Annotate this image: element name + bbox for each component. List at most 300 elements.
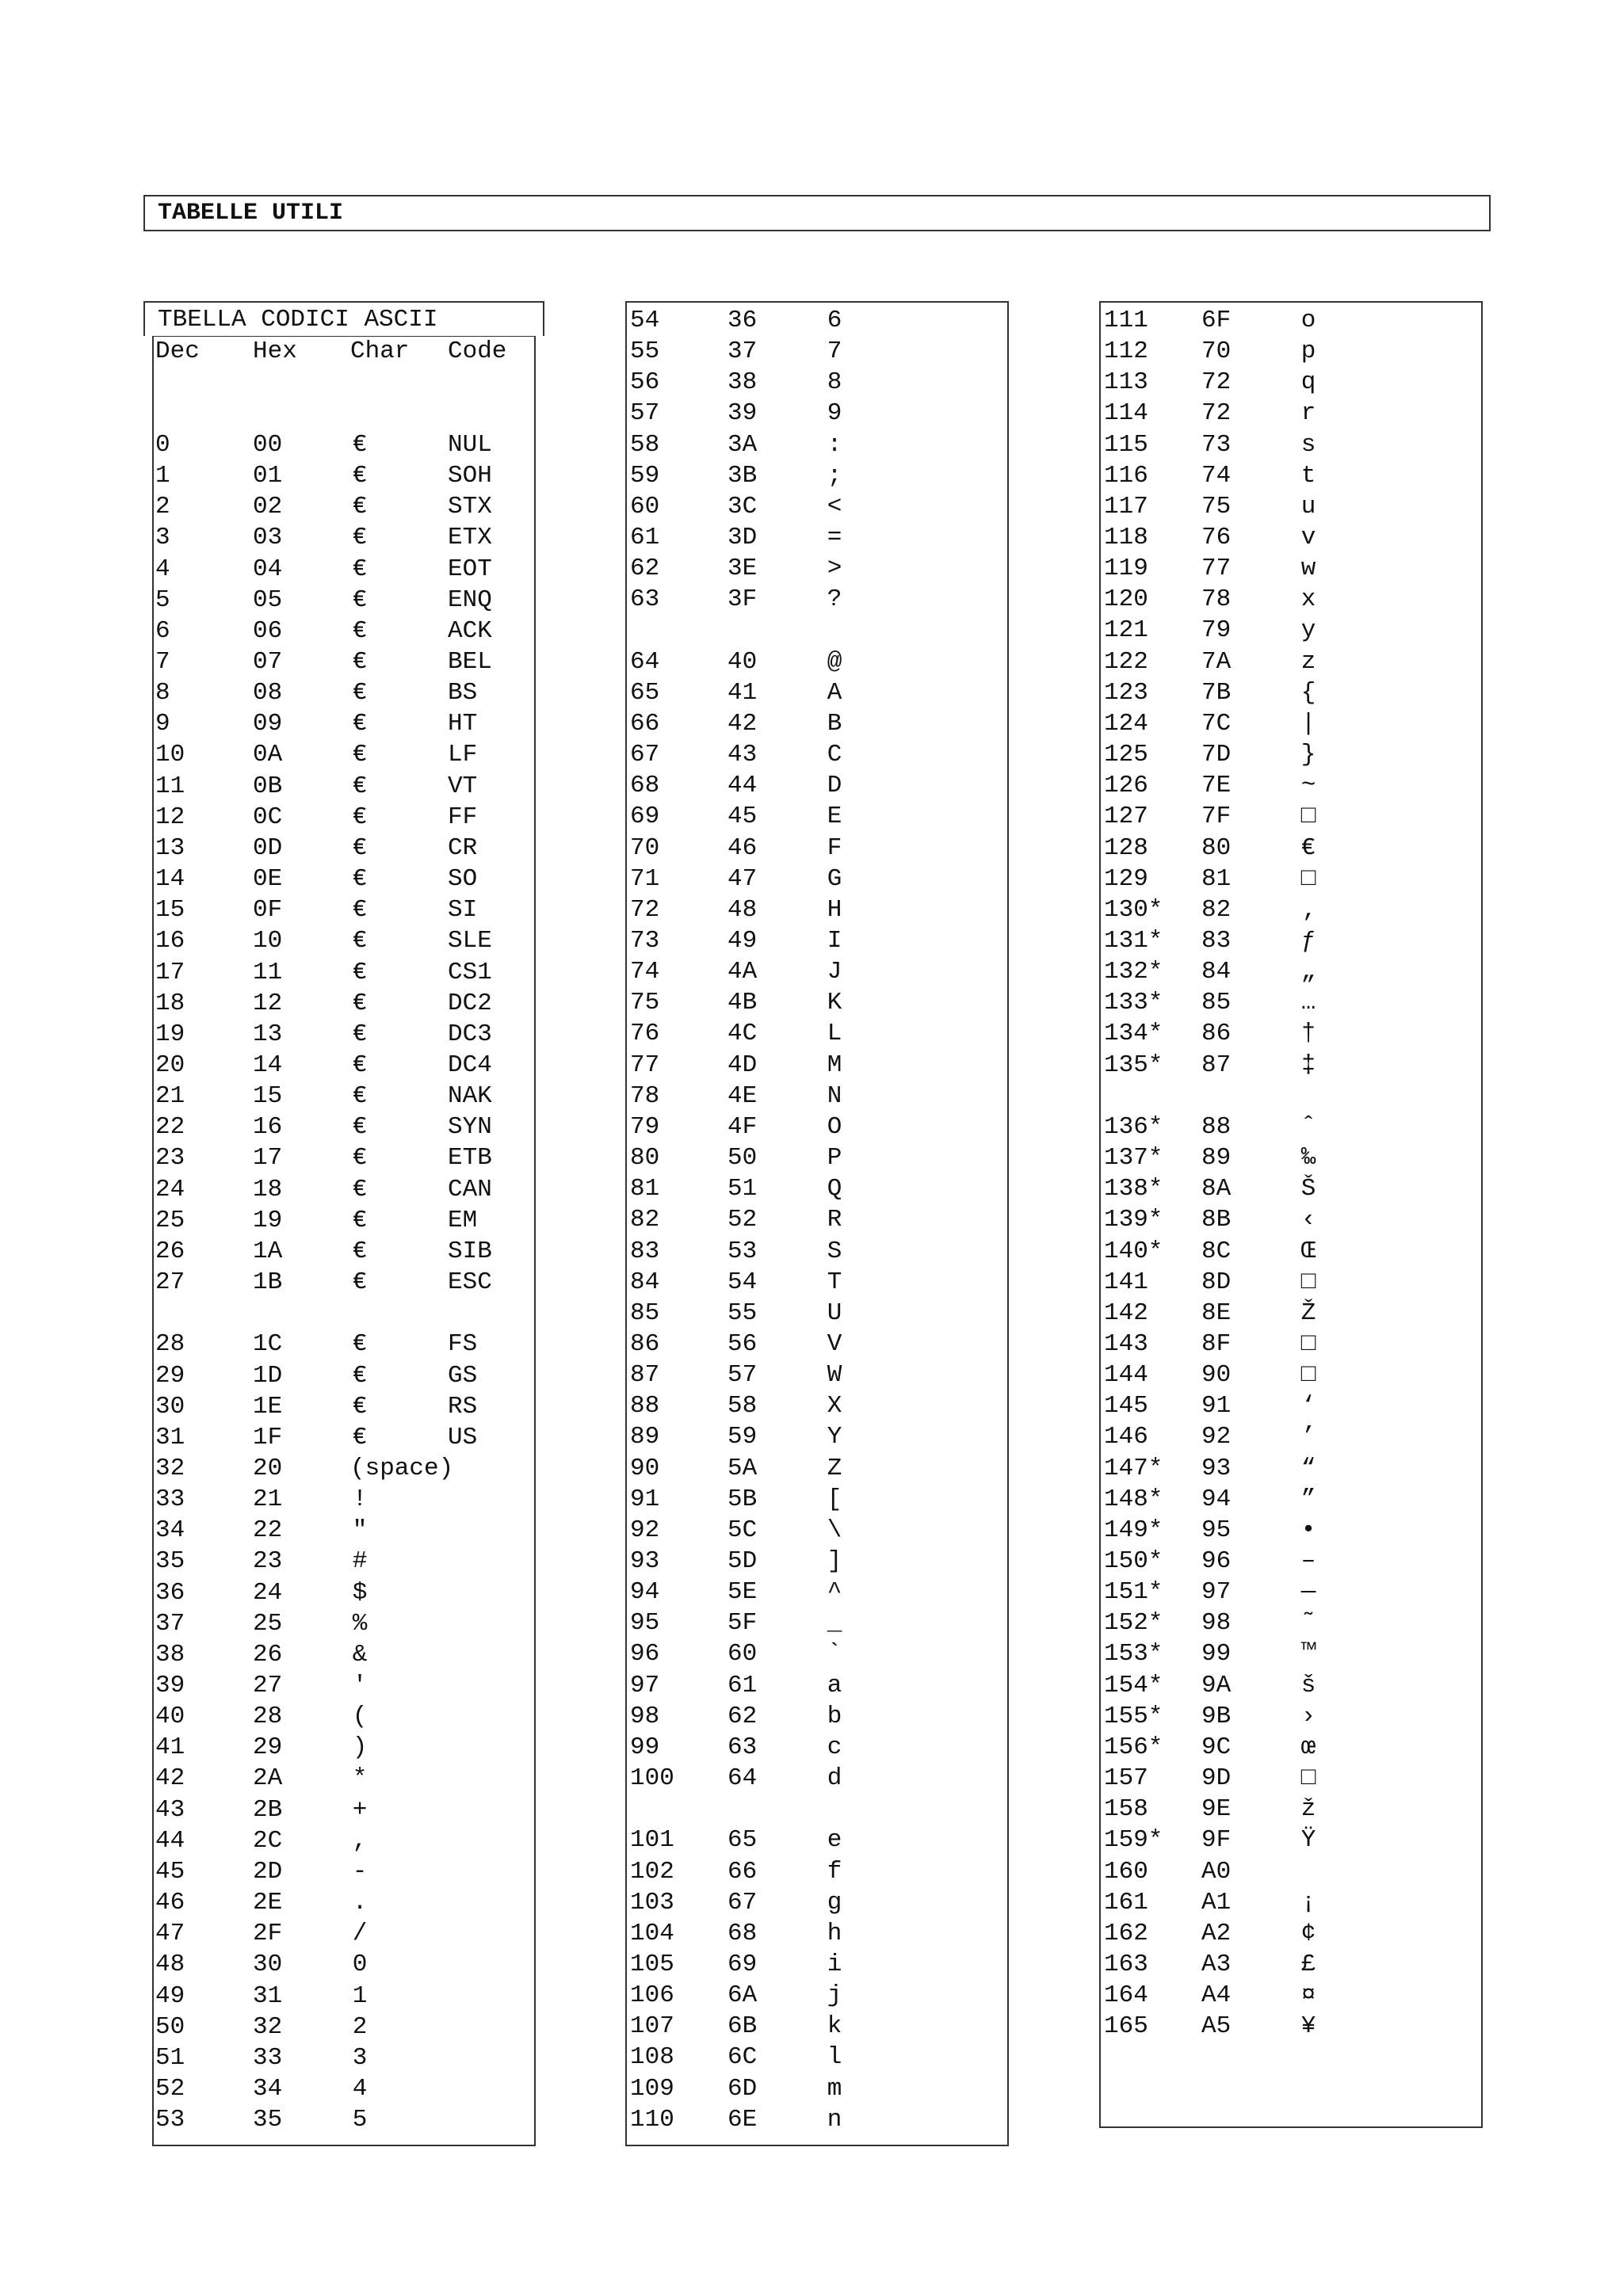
hex-cell: 1C bbox=[253, 1330, 283, 1358]
char-cell: € bbox=[352, 710, 368, 738]
hex-cell: 77 bbox=[1201, 555, 1232, 582]
dec-cell: 122 bbox=[1104, 648, 1148, 676]
char-cell: p bbox=[1300, 338, 1316, 365]
dec-cell: 112 bbox=[1104, 338, 1148, 365]
dec-cell: 94 bbox=[630, 1578, 660, 1606]
dec-cell: 88 bbox=[630, 1392, 660, 1420]
hex-cell: 5C bbox=[727, 1516, 758, 1544]
hex-cell: 35 bbox=[253, 2106, 283, 2134]
hex-cell: 4F bbox=[727, 1113, 758, 1141]
char-cell: + bbox=[352, 1796, 368, 1824]
dec-cell: 152* bbox=[1104, 1609, 1163, 1637]
hex-cell: 12 bbox=[253, 990, 283, 1017]
char-cell: & bbox=[352, 1641, 368, 1669]
dec-cell: 1 bbox=[155, 462, 170, 490]
char-cell: " bbox=[352, 1516, 368, 1544]
hex-cell: 1D bbox=[253, 1362, 283, 1390]
dec-cell: 149* bbox=[1104, 1516, 1163, 1544]
char-cell: ) bbox=[352, 1733, 368, 1761]
dec-cell: 57 bbox=[630, 399, 660, 427]
hex-cell: 3B bbox=[727, 462, 758, 490]
dec-cell: 99 bbox=[630, 1733, 660, 1761]
hex-cell: 82 bbox=[1201, 896, 1232, 924]
dec-cell: 117 bbox=[1104, 493, 1148, 521]
char-cell: 7 bbox=[827, 338, 842, 365]
dec-cell: 154* bbox=[1104, 1672, 1163, 1699]
hex-cell: 99 bbox=[1201, 1640, 1232, 1668]
char-cell: w bbox=[1300, 555, 1316, 582]
hex-cell: 7F bbox=[1201, 803, 1232, 830]
dec-cell: 37 bbox=[155, 1610, 185, 1638]
char-cell: 2 bbox=[352, 2013, 368, 2041]
hex-cell: 90 bbox=[1201, 1361, 1232, 1389]
dec-cell: 51 bbox=[155, 2044, 185, 2072]
dec-cell: 27 bbox=[155, 1268, 185, 1296]
dec-cell: 118 bbox=[1104, 524, 1148, 551]
dec-cell: 21 bbox=[155, 1082, 185, 1110]
dec-cell: 54 bbox=[630, 307, 660, 334]
char-cell: □ bbox=[1300, 1764, 1316, 1792]
hex-cell: 4A bbox=[727, 958, 758, 986]
hex-cell: 5E bbox=[727, 1578, 758, 1606]
hex-cell: A3 bbox=[1201, 1951, 1232, 1978]
dec-cell: 158 bbox=[1104, 1795, 1148, 1823]
char-cell: = bbox=[827, 524, 842, 551]
hex-cell: 48 bbox=[727, 896, 758, 924]
char-cell: J bbox=[827, 958, 842, 986]
dec-cell: 29 bbox=[155, 1362, 185, 1390]
dec-cell: 96 bbox=[630, 1640, 660, 1668]
hex-cell: 1F bbox=[253, 1424, 283, 1451]
hex-cell: 15 bbox=[253, 1082, 283, 1110]
dec-cell: 93 bbox=[630, 1547, 660, 1575]
hex-cell: 46 bbox=[727, 834, 758, 862]
code-cell: NUL bbox=[448, 431, 492, 459]
dec-cell: 97 bbox=[630, 1672, 660, 1699]
hex-cell: 67 bbox=[727, 1889, 758, 1917]
hex-cell: 62 bbox=[727, 1703, 758, 1730]
dec-cell: 64 bbox=[630, 648, 660, 676]
hex-cell: 74 bbox=[1201, 462, 1232, 490]
char-cell: € bbox=[352, 927, 368, 955]
code-cell: NAK bbox=[448, 1082, 492, 1110]
code-cell: FF bbox=[448, 803, 478, 831]
char-cell: } bbox=[1300, 741, 1316, 769]
char-cell: X bbox=[827, 1392, 842, 1420]
dec-cell: 23 bbox=[155, 1144, 185, 1172]
char-cell: “ bbox=[1300, 1455, 1316, 1482]
hex-cell: 2B bbox=[253, 1796, 283, 1824]
char-cell: – bbox=[1300, 1547, 1316, 1575]
dec-cell: 81 bbox=[630, 1175, 660, 1203]
hex-cell: 08 bbox=[253, 679, 283, 707]
char-cell: € bbox=[352, 679, 368, 707]
header-char: Char bbox=[350, 338, 410, 365]
dec-cell: 36 bbox=[155, 1579, 185, 1607]
char-cell: , bbox=[352, 1827, 368, 1855]
dec-cell: 16 bbox=[155, 927, 185, 955]
hex-cell: 8F bbox=[1201, 1330, 1232, 1358]
dec-cell: 103 bbox=[630, 1889, 674, 1917]
dec-cell: 165 bbox=[1104, 2012, 1148, 2040]
char-cell: € bbox=[352, 1144, 368, 1172]
hex-cell: 7E bbox=[1201, 772, 1232, 799]
hex-cell: 9C bbox=[1201, 1733, 1232, 1761]
dec-cell: 67 bbox=[630, 741, 660, 769]
hex-cell: 55 bbox=[727, 1299, 758, 1327]
dec-cell: 105 bbox=[630, 1951, 674, 1978]
char-cell: K bbox=[827, 989, 842, 1016]
char-cell: ’ bbox=[1300, 1423, 1316, 1451]
hex-cell: 0A bbox=[253, 741, 283, 769]
dec-cell: 106 bbox=[630, 1981, 674, 2009]
char-cell: ‹ bbox=[1300, 1206, 1316, 1234]
hex-cell: 06 bbox=[253, 617, 283, 645]
code-cell: RS bbox=[448, 1393, 478, 1421]
dec-cell: 131* bbox=[1104, 927, 1163, 955]
char-cell: F bbox=[827, 834, 842, 862]
hex-cell: 72 bbox=[1201, 399, 1232, 427]
char-cell: € bbox=[352, 772, 368, 800]
char-cell: . bbox=[352, 1889, 368, 1917]
hex-cell: 7C bbox=[1201, 710, 1232, 738]
code-cell: SOH bbox=[448, 462, 492, 490]
dec-cell: 19 bbox=[155, 1020, 185, 1048]
hex-cell: 6F bbox=[1201, 307, 1232, 334]
hex-cell: 5A bbox=[727, 1455, 758, 1482]
code-cell: DC3 bbox=[448, 1020, 492, 1048]
hex-cell: 4C bbox=[727, 1020, 758, 1047]
char-cell: ' bbox=[352, 1672, 368, 1699]
char-cell: € bbox=[352, 741, 368, 769]
char-cell: € bbox=[352, 959, 368, 986]
char-cell: M bbox=[827, 1051, 842, 1079]
hex-cell: 32 bbox=[253, 2013, 283, 2041]
hex-cell: 8B bbox=[1201, 1206, 1232, 1234]
dec-cell: 155* bbox=[1104, 1703, 1163, 1730]
dec-cell: 7 bbox=[155, 648, 170, 676]
dec-cell: 14 bbox=[155, 865, 185, 893]
dec-cell: 164 bbox=[1104, 1981, 1148, 2009]
dec-cell: 75 bbox=[630, 989, 660, 1016]
hex-cell: 66 bbox=[727, 1858, 758, 1886]
hex-cell: 7B bbox=[1201, 679, 1232, 707]
code-cell: STX bbox=[448, 493, 492, 521]
code-cell: VT bbox=[448, 772, 478, 800]
char-cell: € bbox=[352, 1393, 368, 1421]
hex-cell: 26 bbox=[253, 1641, 283, 1669]
dec-cell: 138* bbox=[1104, 1175, 1163, 1203]
hex-cell: 92 bbox=[1201, 1423, 1232, 1451]
hex-cell: 78 bbox=[1201, 585, 1232, 613]
char-cell: 0 bbox=[352, 1951, 368, 1978]
hex-cell: 88 bbox=[1201, 1113, 1232, 1141]
char-cell: € bbox=[352, 1082, 368, 1110]
dec-cell: 41 bbox=[155, 1733, 185, 1761]
hex-cell: 7A bbox=[1201, 648, 1232, 676]
dec-cell: 136* bbox=[1104, 1113, 1163, 1141]
char-cell: € bbox=[352, 1362, 368, 1390]
char-cell: 6 bbox=[827, 307, 842, 334]
hex-cell: 68 bbox=[727, 1920, 758, 1947]
dec-cell: 126 bbox=[1104, 772, 1148, 799]
char-cell: T bbox=[827, 1268, 842, 1296]
dec-cell: 35 bbox=[155, 1547, 185, 1575]
char-cell: ( bbox=[352, 1703, 368, 1730]
hex-cell: 2C bbox=[253, 1827, 283, 1855]
dec-cell: 63 bbox=[630, 585, 660, 613]
char-cell: [ bbox=[827, 1486, 842, 1513]
hex-cell: 9A bbox=[1201, 1672, 1232, 1699]
hex-cell: 80 bbox=[1201, 834, 1232, 862]
code-cell: SO bbox=[448, 865, 478, 893]
hex-cell: 09 bbox=[253, 710, 283, 738]
char-cell: : bbox=[827, 431, 842, 459]
char-cell: U bbox=[827, 1299, 842, 1327]
char-cell: j bbox=[827, 1981, 842, 2009]
char-cell: ? bbox=[827, 585, 842, 613]
char-cell: L bbox=[827, 1020, 842, 1047]
char-cell: 4 bbox=[352, 2075, 368, 2103]
code-cell: ETX bbox=[448, 524, 492, 551]
char-cell: ¥ bbox=[1300, 2012, 1316, 2040]
dec-cell: 160 bbox=[1104, 1858, 1148, 1886]
char-cell: ; bbox=[827, 462, 842, 490]
char-cell: s bbox=[1300, 431, 1316, 459]
hex-cell: 1A bbox=[253, 1238, 283, 1265]
hex-cell: 1E bbox=[253, 1393, 283, 1421]
hex-cell: 0C bbox=[253, 803, 283, 831]
char-cell: › bbox=[1300, 1703, 1316, 1730]
hex-cell: 42 bbox=[727, 710, 758, 738]
char-cell: 1 bbox=[352, 1982, 368, 2010]
dec-cell: 60 bbox=[630, 493, 660, 521]
char-cell: _ bbox=[827, 1609, 842, 1637]
char-cell: ~ bbox=[1300, 772, 1316, 799]
char-cell: l bbox=[827, 2043, 842, 2071]
code-cell: DC2 bbox=[448, 990, 492, 1017]
dec-cell: 114 bbox=[1104, 399, 1148, 427]
code-cell: ENQ bbox=[448, 586, 492, 614]
hex-cell: 98 bbox=[1201, 1609, 1232, 1637]
char-cell: ! bbox=[352, 1486, 368, 1513]
dec-cell: 77 bbox=[630, 1051, 660, 1079]
char-cell: Œ bbox=[1300, 1238, 1316, 1265]
char-cell: h bbox=[827, 1920, 842, 1947]
char-cell: ‰ bbox=[1300, 1144, 1316, 1172]
hex-cell: 34 bbox=[253, 2075, 283, 2103]
char-cell: ‡ bbox=[1300, 1051, 1316, 1079]
dec-cell: 34 bbox=[155, 1516, 185, 1544]
code-cell: DC4 bbox=[448, 1051, 492, 1079]
hex-cell: 8D bbox=[1201, 1268, 1232, 1296]
char-cell: € bbox=[352, 586, 368, 614]
hex-cell: 07 bbox=[253, 648, 283, 676]
hex-cell: 0D bbox=[253, 834, 283, 862]
dec-cell: 124 bbox=[1104, 710, 1148, 738]
char-cell: Y bbox=[827, 1423, 842, 1451]
code-cell: CAN bbox=[448, 1176, 492, 1203]
hex-cell: 9E bbox=[1201, 1795, 1232, 1823]
char-cell: € bbox=[352, 648, 368, 676]
hex-cell: 17 bbox=[253, 1144, 283, 1172]
dec-cell: 59 bbox=[630, 462, 660, 490]
char-cell: | bbox=[1300, 710, 1316, 738]
hex-cell: 6C bbox=[727, 2043, 758, 2071]
hex-cell: 0F bbox=[253, 896, 283, 924]
dec-cell: 0 bbox=[155, 431, 170, 459]
char-cell: š bbox=[1300, 1672, 1316, 1699]
hex-cell: 40 bbox=[727, 648, 758, 676]
char-cell: € bbox=[352, 524, 368, 551]
code-cell: SIB bbox=[448, 1238, 492, 1265]
code-cell: SI bbox=[448, 896, 478, 924]
char-cell: □ bbox=[1300, 1330, 1316, 1358]
char-cell: S bbox=[827, 1238, 842, 1265]
char-cell: q bbox=[1300, 368, 1316, 396]
dec-cell: 146 bbox=[1104, 1423, 1148, 1451]
char-cell: u bbox=[1300, 493, 1316, 521]
char-cell: ž bbox=[1300, 1795, 1316, 1823]
char-cell: € bbox=[352, 1424, 368, 1451]
dec-cell: 116 bbox=[1104, 462, 1148, 490]
hex-cell: 5F bbox=[727, 1609, 758, 1637]
char-cell: t bbox=[1300, 462, 1316, 490]
char-cell: € bbox=[352, 834, 368, 862]
char-cell: (space) bbox=[350, 1455, 454, 1482]
dec-cell: 157 bbox=[1104, 1764, 1148, 1792]
char-cell: d bbox=[827, 1764, 842, 1792]
char-cell: 8 bbox=[827, 368, 842, 396]
code-cell: SLE bbox=[448, 927, 492, 955]
char-cell: i bbox=[827, 1951, 842, 1978]
dec-cell: 100 bbox=[630, 1764, 674, 1792]
dec-cell: 39 bbox=[155, 1672, 185, 1699]
dec-cell: 119 bbox=[1104, 555, 1148, 582]
dec-cell: 71 bbox=[630, 865, 660, 893]
dec-cell: 55 bbox=[630, 338, 660, 365]
char-cell: D bbox=[827, 772, 842, 799]
dec-cell: 6 bbox=[155, 617, 170, 645]
dec-cell: 120 bbox=[1104, 585, 1148, 613]
hex-cell: 16 bbox=[253, 1113, 283, 1141]
char-cell: € bbox=[352, 896, 368, 924]
dec-cell: 134* bbox=[1104, 1020, 1163, 1047]
hex-cell: 14 bbox=[253, 1051, 283, 1079]
dec-cell: 127 bbox=[1104, 803, 1148, 830]
hex-cell: 72 bbox=[1201, 368, 1232, 396]
char-cell: € bbox=[352, 1330, 368, 1358]
dec-cell: 50 bbox=[155, 2013, 185, 2041]
hex-cell: A1 bbox=[1201, 1889, 1232, 1917]
dec-cell: 159* bbox=[1104, 1826, 1163, 1854]
hex-cell: 5D bbox=[727, 1547, 758, 1575]
header-hex: Hex bbox=[253, 338, 297, 365]
char-cell: ] bbox=[827, 1547, 842, 1575]
char-cell: o bbox=[1300, 307, 1316, 334]
char-cell: □ bbox=[1300, 803, 1316, 830]
dec-cell: 28 bbox=[155, 1330, 185, 1358]
hex-cell: 33 bbox=[253, 2044, 283, 2072]
char-cell: C bbox=[827, 741, 842, 769]
hex-cell: 49 bbox=[727, 927, 758, 955]
char-cell: g bbox=[827, 1889, 842, 1917]
char-cell: ¡ bbox=[1300, 1889, 1316, 1917]
char-cell: € bbox=[352, 555, 368, 583]
hex-cell: 94 bbox=[1201, 1486, 1232, 1513]
hex-cell: 9D bbox=[1201, 1764, 1232, 1792]
hex-cell: 13 bbox=[253, 1020, 283, 1048]
hex-cell: 91 bbox=[1201, 1392, 1232, 1420]
dec-cell: 12 bbox=[155, 803, 185, 831]
char-cell: ™ bbox=[1300, 1640, 1316, 1668]
char-cell: € bbox=[352, 1020, 368, 1048]
dec-cell: 33 bbox=[155, 1486, 185, 1513]
hex-cell: 03 bbox=[253, 524, 283, 551]
char-cell: O bbox=[827, 1113, 842, 1141]
dec-cell: 153* bbox=[1104, 1640, 1163, 1668]
hex-cell: 76 bbox=[1201, 524, 1232, 551]
hex-cell: 6B bbox=[727, 2012, 758, 2040]
char-cell: R bbox=[827, 1206, 842, 1234]
hex-cell: 4B bbox=[727, 989, 758, 1016]
char-cell: { bbox=[1300, 679, 1316, 707]
hex-cell: 4E bbox=[727, 1082, 758, 1110]
dec-cell: 102 bbox=[630, 1858, 674, 1886]
char-cell: @ bbox=[827, 648, 842, 676]
dec-cell: 90 bbox=[630, 1455, 660, 1482]
dec-cell: 73 bbox=[630, 927, 660, 955]
char-cell: € bbox=[352, 431, 368, 459]
dec-cell: 74 bbox=[630, 958, 660, 986]
char-cell: Š bbox=[1300, 1175, 1316, 1203]
dec-cell: 20 bbox=[155, 1051, 185, 1079]
hex-cell: 04 bbox=[253, 555, 283, 583]
hex-cell: 81 bbox=[1201, 865, 1232, 893]
hex-cell: 28 bbox=[253, 1703, 283, 1730]
dec-cell: 70 bbox=[630, 834, 660, 862]
hex-cell: A4 bbox=[1201, 1981, 1232, 2009]
hex-cell: 8A bbox=[1201, 1175, 1232, 1203]
code-cell: US bbox=[448, 1424, 478, 1451]
char-cell: e bbox=[827, 1826, 842, 1854]
dec-cell: 128 bbox=[1104, 834, 1148, 862]
dec-cell: 44 bbox=[155, 1827, 185, 1855]
dec-cell: 47 bbox=[155, 1920, 185, 1947]
dec-cell: 147* bbox=[1104, 1455, 1163, 1482]
dec-cell: 135* bbox=[1104, 1051, 1163, 1079]
char-cell: ^ bbox=[827, 1578, 842, 1606]
hex-cell: 61 bbox=[727, 1672, 758, 1699]
hex-cell: 05 bbox=[253, 586, 283, 614]
hex-cell: 25 bbox=[253, 1610, 283, 1638]
dec-cell: 22 bbox=[155, 1113, 185, 1141]
hex-cell: 4D bbox=[727, 1051, 758, 1079]
dec-cell: 9 bbox=[155, 710, 170, 738]
hex-cell: 39 bbox=[727, 399, 758, 427]
code-cell: ACK bbox=[448, 617, 492, 645]
char-cell: \ bbox=[827, 1516, 842, 1544]
hex-cell: 69 bbox=[727, 1951, 758, 1978]
code-cell: HT bbox=[448, 710, 478, 738]
dec-cell: 87 bbox=[630, 1361, 660, 1389]
hex-cell: 3C bbox=[727, 493, 758, 521]
code-cell: BS bbox=[448, 679, 478, 707]
hex-cell: 58 bbox=[727, 1392, 758, 1420]
hex-cell: 2A bbox=[253, 1764, 283, 1792]
hex-cell: 3D bbox=[727, 524, 758, 551]
char-cell: € bbox=[352, 803, 368, 831]
